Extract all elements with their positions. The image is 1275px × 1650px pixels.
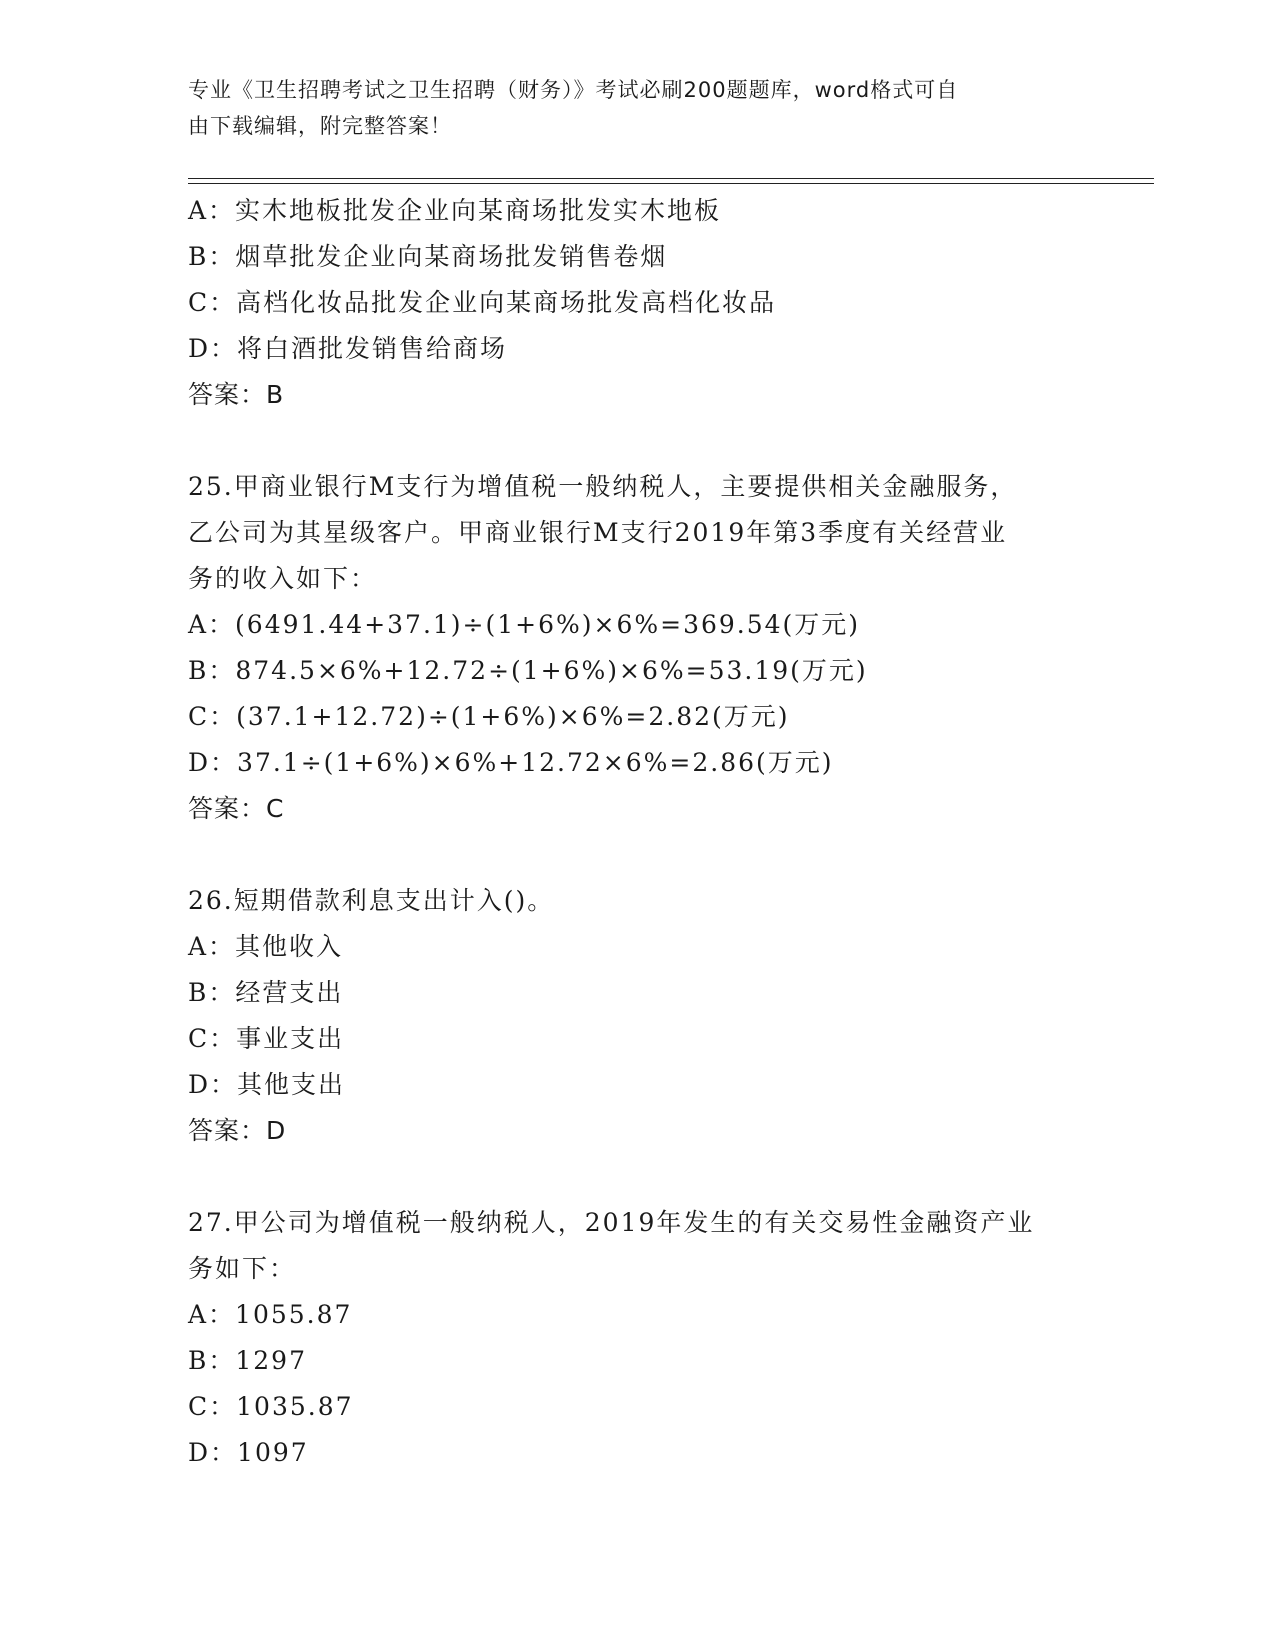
header-rule-top xyxy=(188,178,1154,179)
spacer xyxy=(188,418,1088,464)
question-stem-line: 26.短期借款利息支出计入()。 xyxy=(188,886,555,915)
spacer xyxy=(188,1154,1088,1200)
option-c: C：(37.1+12.72)÷(1+6%)×6%=2.82(万元) xyxy=(188,702,790,731)
option-d: D：1097 xyxy=(188,1438,309,1467)
option-b: B：烟草批发企业向某商场批发销售卷烟 xyxy=(188,242,668,271)
header-line-2: 由下载编辑，附完整答案！ xyxy=(188,114,452,138)
option-b: B：经营支出 xyxy=(188,978,344,1007)
option-a: A：1055.87 xyxy=(188,1300,353,1329)
question-27 xyxy=(188,1200,1088,1476)
question-stem-line: 25.甲商业银行M支行为增值税一般纳税人，主要提供相关金融服务， xyxy=(188,472,1018,501)
answer: 答案：D xyxy=(188,1116,287,1145)
option-d: D：其他支出 xyxy=(188,1070,346,1099)
spacer xyxy=(188,832,1088,878)
option-b: B：874.5×6%+12.72÷(1+6%)×6%=53.19(万元) xyxy=(188,656,868,685)
option-d: D：将白酒批发销售给商场 xyxy=(188,334,508,363)
question-stem-line: 务如下： xyxy=(188,1254,297,1283)
question-26 xyxy=(188,878,1088,1154)
option-a: A：其他收入 xyxy=(188,932,344,961)
option-c: C：高档化妆品批发企业向某商场批发高档化妆品 xyxy=(188,288,777,317)
option-b: B：1297 xyxy=(188,1346,307,1375)
option-c: C：1035.87 xyxy=(188,1392,354,1421)
header-rule-bottom xyxy=(188,183,1154,184)
answer: 答案：B xyxy=(188,380,285,409)
question-25 xyxy=(188,464,1088,832)
option-a: A：(6491.44+37.1)÷(1+6%)×6%=369.54(万元) xyxy=(188,610,861,639)
question-stem-line: 27.甲公司为增值税一般纳税人，2019年发生的有关交易性金融资产业 xyxy=(188,1208,1035,1237)
question-24 xyxy=(188,188,1088,418)
header-line-1: 专业《卫生招聘考试之卫生招聘（财务）》考试必刷200题题库，word格式可自 xyxy=(188,78,959,102)
question-stem-line: 务的收入如下： xyxy=(188,564,378,593)
option-a: A：实木地板批发企业向某商场批发实木地板 xyxy=(188,196,722,225)
option-c: C：事业支出 xyxy=(188,1024,345,1053)
question-stem-line: 乙公司为其星级客户。甲商业银行M支行2019年第3季度有关经营业 xyxy=(188,518,1008,547)
option-d: D：37.1÷(1+6%)×6%+12.72×6%=2.86(万元) xyxy=(188,748,834,777)
document-header xyxy=(188,72,1088,144)
question-list xyxy=(188,188,1088,1476)
answer: 答案：C xyxy=(188,794,285,823)
